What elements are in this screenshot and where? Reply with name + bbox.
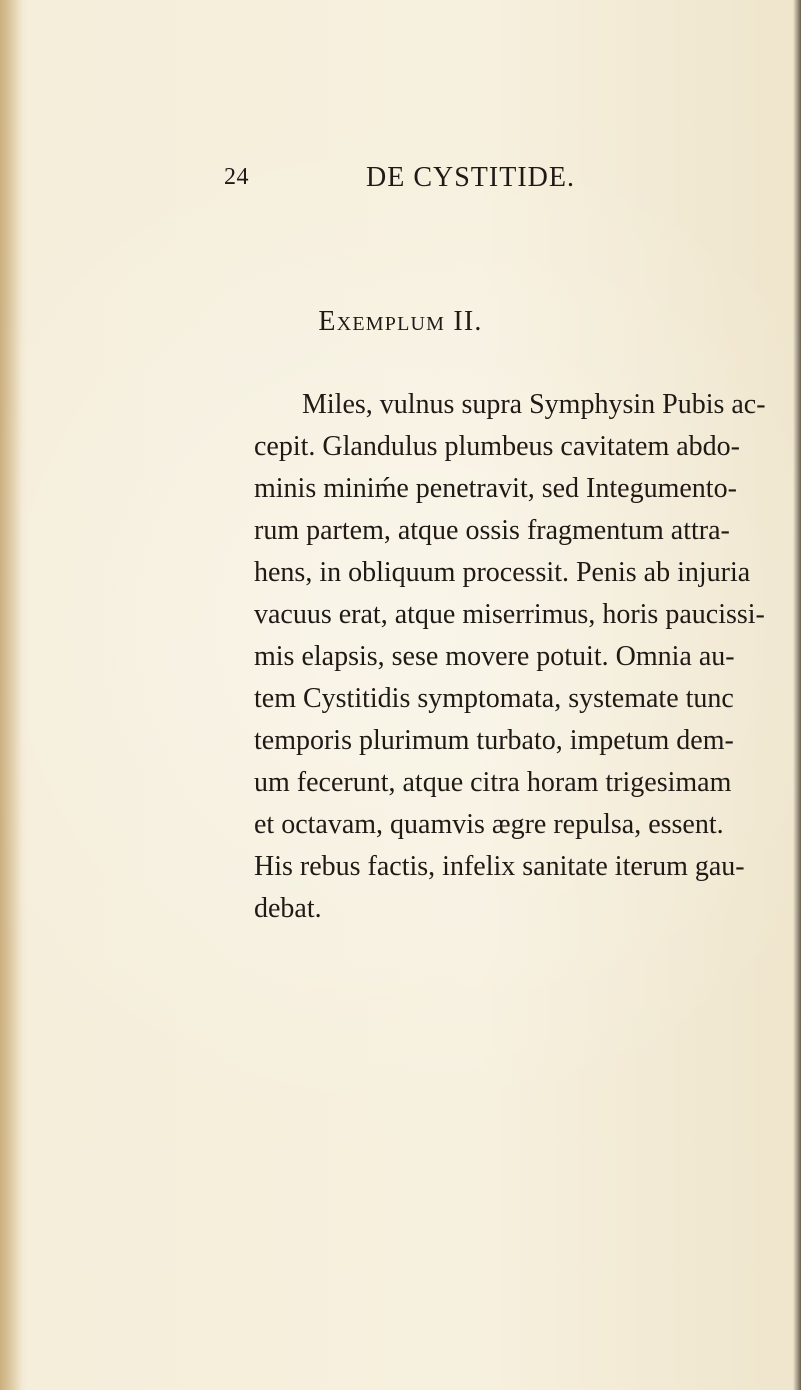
paragraph-line-4: rum partem, atque ossis fragmentum attra-	[254, 515, 730, 546]
paragraph-line-8: tem Cystitidis symptomata, systemate tunc	[254, 683, 734, 714]
paragraph-line-12: His rebus factis, infelix sanitate iterum gau-	[254, 851, 745, 882]
paragraph-line-7: mis elapsis, sese movere potuit. Omnia au-	[254, 641, 735, 672]
paragraph-line-10: um fecerunt, atque citra horam trigesimam	[254, 767, 732, 798]
paragraph-line-5: hens, in obliquum processit. Penis ab injuria	[254, 557, 751, 588]
paragraph-line-1: Miles, vulnus supra Symphysin Pubis ac-	[302, 389, 766, 420]
running-head	[0, 158, 801, 198]
paragraph-line-11: et octavam, quamvis ægre repulsa, essent.	[254, 809, 724, 840]
page-number: 24	[224, 164, 249, 190]
running-title: DE CYSTITIDE.	[366, 162, 575, 193]
paragraph-line-2: cepit. Glandulus plumbeus cavitatem abdo-	[254, 431, 740, 462]
section-heading: Exemplum II.	[318, 306, 483, 337]
paragraph-line-6: vacuus erat, atque miserrimus, horis paucissi-	[254, 599, 765, 630]
paragraph-line-9: temporis plurimum turbato, impetum dem-	[254, 725, 734, 756]
page-gutter-shadow	[0, 0, 22, 1390]
paragraph-line-3: minis miniḿe penetravit, sed Integumento-	[254, 473, 737, 504]
body-paragraph	[254, 384, 766, 930]
paragraph-line-13: debat.	[254, 893, 322, 924]
page-edge-shadow	[793, 0, 801, 1390]
